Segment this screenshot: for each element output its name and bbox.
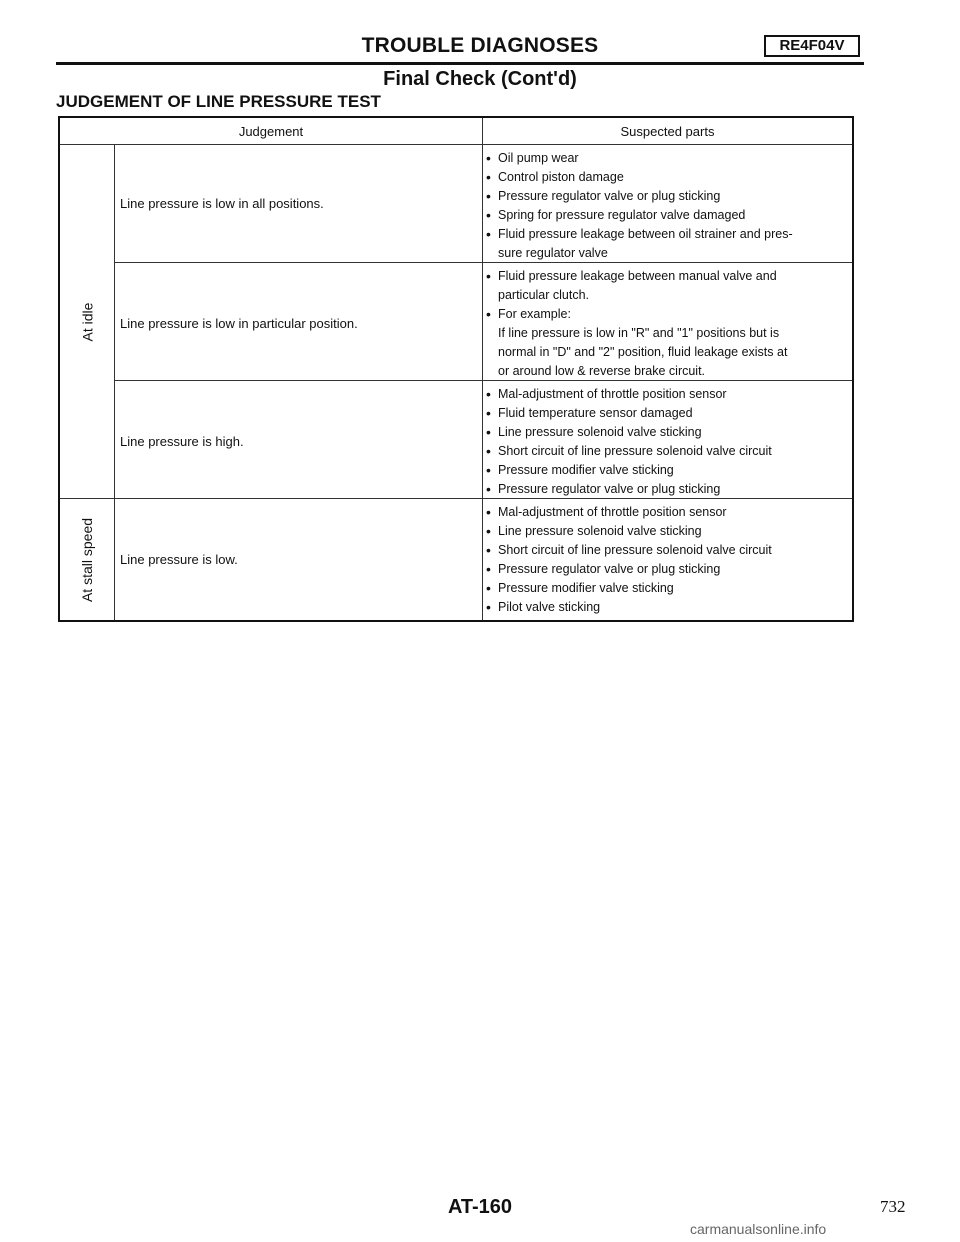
list-item: • Mal-adjustment of throttle position sensor: [484, 385, 856, 404]
list-item: • Spring for pressure regulator valve damaged: [484, 206, 856, 225]
parts-list: [484, 149, 856, 263]
list-item: • Control piston damage: [484, 168, 856, 187]
list-item: • Fluid pressure leakage between manual valve and: [484, 267, 856, 286]
col-header-judgement: Judgement: [238, 124, 304, 139]
list-item: sure regulator valve: [498, 246, 608, 260]
judgement-cell: Line pressure is low in all positions.: [120, 196, 324, 211]
judgement-cell: Line pressure is high.: [120, 434, 244, 449]
page-code: AT-160: [447, 1196, 513, 1218]
list-item: • Pilot valve sticking: [484, 598, 856, 617]
list-item: normal in "D" and "2" position, fluid leakage exists at: [498, 345, 788, 359]
list-item: or around low & reverse brake circuit.: [498, 364, 706, 378]
list-item: • For example:: [484, 305, 856, 324]
col-header-parts: Suspected parts: [620, 124, 715, 139]
list-item: • Mal-adjustment of throttle position sensor: [484, 503, 856, 522]
list-item: particular clutch.: [498, 288, 590, 302]
list-item: • Pressure regulator valve or plug sticking: [484, 480, 856, 499]
judgement-cell: Line pressure is low.: [120, 552, 238, 567]
judgement-table: [58, 116, 854, 622]
model-badge: RE4F04V: [764, 35, 860, 57]
section-title: JUDGEMENT OF LINE PRESSURE TEST: [56, 92, 381, 111]
page-subtitle: Final Check (Cont'd): [383, 68, 577, 90]
list-item: • Pressure modifier valve sticking: [484, 461, 856, 480]
header-rule: [56, 62, 864, 65]
group-label-stall: [60, 499, 114, 620]
group-label-text: At idle: [78, 302, 95, 341]
list-item: • Short circuit of line pressure solenoid valve circuit: [484, 442, 856, 461]
list-item: • Line pressure solenoid valve sticking: [484, 522, 856, 541]
list-item: • Short circuit of line pressure solenoid valve circuit: [484, 541, 856, 560]
parts-list: [484, 267, 856, 381]
parts-list: [484, 503, 856, 617]
group-label-text: At stall speed: [79, 517, 95, 602]
list-item: • Pressure regulator valve or plug sticking: [484, 560, 856, 579]
watermark: carmanualsonline.info: [690, 1221, 827, 1237]
list-item: • Fluid pressure leakage between oil strainer and pres-: [484, 225, 856, 244]
group-label-idle: [60, 145, 114, 498]
page-number: 732: [880, 1197, 906, 1216]
judgement-cell: Line pressure is low in particular position.: [120, 316, 358, 331]
list-item: If line pressure is low in "R" and "1" positions but is: [498, 326, 780, 340]
col-divider-side: [114, 144, 115, 620]
list-item: • Pressure modifier valve sticking: [484, 579, 856, 598]
col-divider-parts: [482, 118, 483, 620]
list-item: • Oil pump wear: [484, 149, 856, 168]
page-title: TROUBLE DIAGNOSES: [361, 34, 599, 57]
list-item: • Pressure regulator valve or plug sticking: [484, 187, 856, 206]
parts-list: [484, 385, 856, 499]
list-item: • Line pressure solenoid valve sticking: [484, 423, 856, 442]
list-item: • Fluid temperature sensor damaged: [484, 404, 856, 423]
header-row-divider: [60, 144, 852, 145]
